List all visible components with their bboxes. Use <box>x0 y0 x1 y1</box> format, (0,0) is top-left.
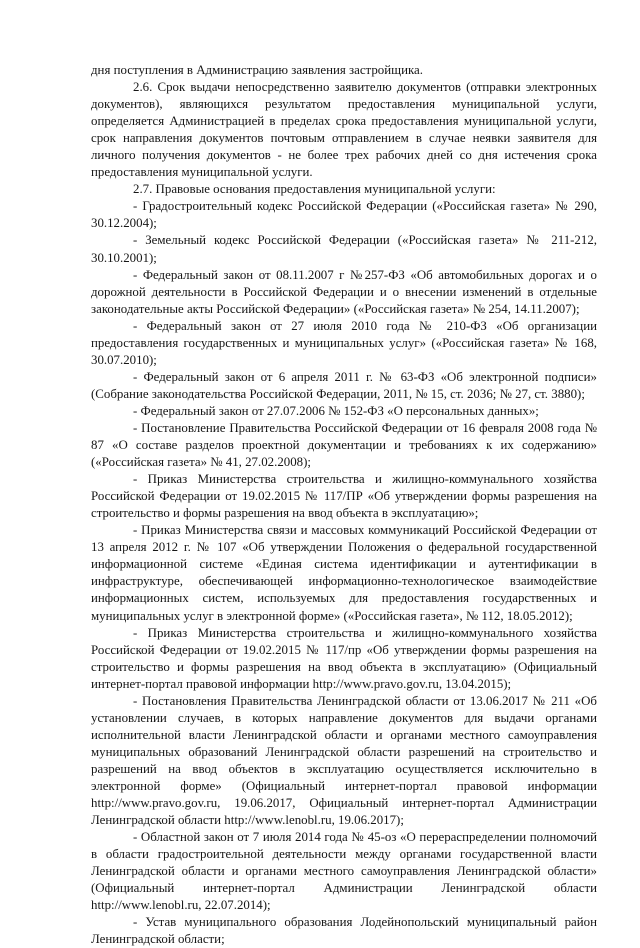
list-item-municipal-charter: - Устав муниципального образования Лодейнопольский муниципальный район Ленинградской области; <box>91 915 597 947</box>
list-item-ministry-order-117: - Приказ Министерства строительства и жилищно-коммунального хозяйства Российской Федерации от 19.02.2015 № 117/ПР «Об утверждении формы разрешения на строительство и формы разрешения на ввод объекта в эксплуатацию»; <box>91 472 597 521</box>
paragraph-continuation: дня поступления в Администрацию заявления застройщика. <box>91 63 423 77</box>
list-item-ministry-order-117-pr: - Приказ Министерства строительства и жилищно-коммунального хозяйства Российской Федерации от 19.02.2015 № 117/пр «Об утверждении формы разрешения на строительство и формы разрешения на ввод объекта в эксплуатацию» (Официальный интернет-портал правовой информации http://www.pravo.gov.ru, 13.04.2015); <box>91 625 597 691</box>
list-item-land-code: - Земельный кодекс Российской Федерации («Российская газета» № 211-212, 30.10.2001); <box>91 233 597 265</box>
list-item-government-decree-87: - Постановление Правительства Российской Федерации от 16 февраля 2008 года № 87 «О составе разделов проектной документации и требованиях к их содержанию» («Российская газета» № 41, 27.02.2008); <box>91 420 597 470</box>
document-page <box>91 62 597 948</box>
list-item-federal-law-210: - Федеральный закон от 27 июля 2010 года № 210-ФЗ «Об организации предоставления государственных и муниципальных услуг» («Российская газета» № 168, 30.07.2010); <box>91 318 597 367</box>
list-item-ministry-order-107: - Приказ Министерства связи и массовых коммуникаций Российской Федерации от 13 апреля 2012 г. № 107 «Об утверждении Положения о федеральной государственной информационной системе «Единая система идентификации и аутентификации в инфраструктуре, обеспечивающей информационно-технологическое взаимодействие информационных систем, используемых для предоставления государственных и муниципальных услуг в электронной форме» («Российская газета», № 112, 18.05.2012); <box>91 523 597 623</box>
list-item-federal-law-152: - Федеральный закон от 27.07.2006 № 152-ФЗ «О персональных данных»; <box>133 403 539 418</box>
list-item-federal-law-257: - Федеральный закон от 08.11.2007 г №257-ФЗ «Об автомобильных дорогах и о дорожной деятельности в Российской Федерации и о внесении изменений в отдельные законодательные акты Российской Федерации» («Российская газета» № 254, 14.11.2007); <box>91 267 597 316</box>
list-item-regional-law-45: - Областной закон от 7 июля 2014 года № 45-оз «О перераспределении полномочий в области градостроительной деятельности между органами государственной власти Ленинградской области и органами местного самоуправления Ленинградской области» (Официальный интернет-портал Администрации Ленинградской области http://www.lenobl.ru, 22.07.2014); <box>91 830 597 913</box>
list-item-urban-planning-code: - Градостроительный кодекс Российской Федерации («Российская газета» № 290, 30.12.2004); <box>91 199 597 231</box>
list-item-regional-decree-211: - Постановления Правительства Ленинградской области от 13.06.2017 № 211 «Об установлении случаев, в которых направление документов для выдачи органами исполнительной власти Ленинградской области и органами местного самоуправления муниципальных образований Ленинградской области разрешений на строительство и разрешений на ввод объектов в эксплуатацию осуществляется исключительно в электронной форме» (Официальный интернет-портал правовой информации http://www.pravo.gov.ru, 19.06.2017, Официальный интернет-портал Администрации Ленинградской области http://www.lenobl.ru, 19.06.2017); <box>91 693 597 828</box>
list-item-federal-law-63: - Федеральный закон от 6 апреля 2011 г. № 63-ФЗ «Об электронной подписи» (Собрание законодательства Российской Федерации, 2011, № 15, ст. 2036; № 27, ст. 3880); <box>91 369 597 401</box>
paragraph-2-7-legal-basis-heading: 2.7. Правовые основания предоставления муниципальной услуги: <box>133 182 496 197</box>
paragraph-2-6-deadline: 2.6. Срок выдачи непосредственно заявителю документов (отправки электронных документов), являющихся результатом предоставления муниципальной услуги, определяется Администрацией в пределах срока предоставления муниципальной услуги, срок направления документов почтовым отправлением в случае неявки заявителя для личного получения документов - не более трех рабочих дней со дня истечения срока предоставления муниципальной услуги. <box>91 80 597 180</box>
